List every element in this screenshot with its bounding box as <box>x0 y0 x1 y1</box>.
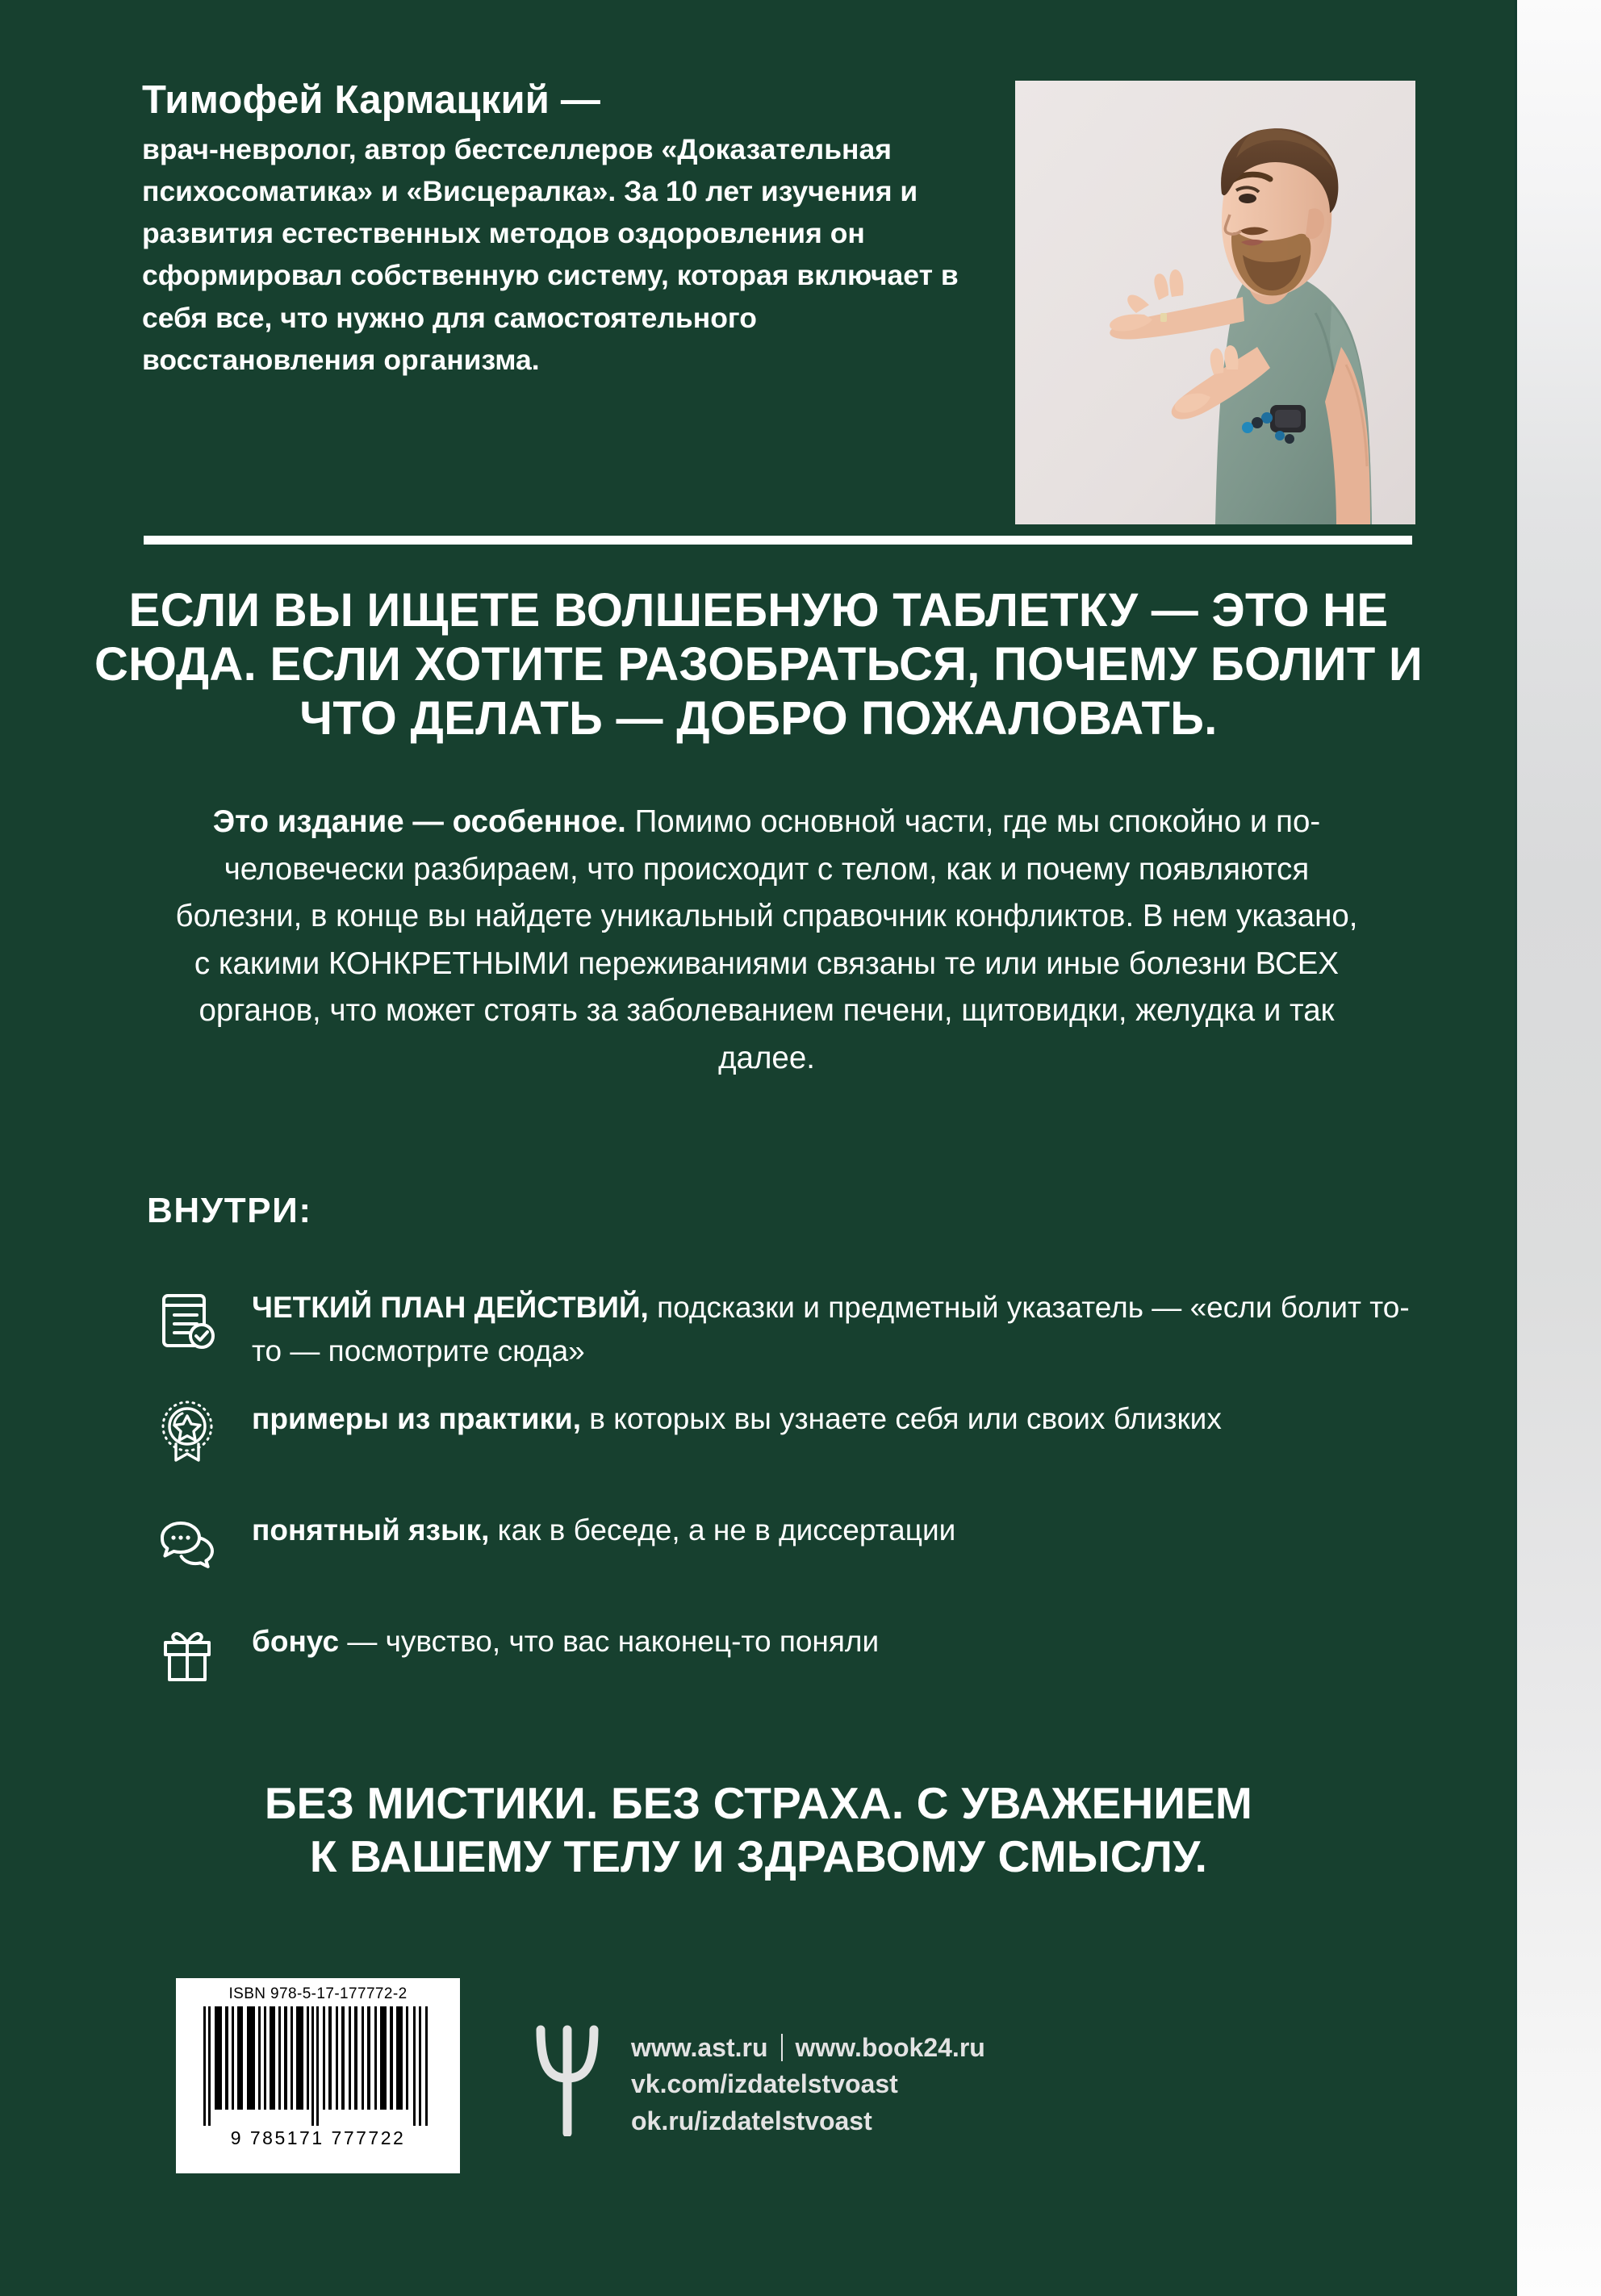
barcode-bars <box>197 2006 439 2126</box>
list-item <box>158 1396 1417 1484</box>
tagline-line-1: БЕЗ МИСТИКИ. БЕЗ СТРАХА. С УВАЖЕНИЕМ <box>264 1778 1253 1828</box>
paragraph-body: Помимо основной части, где мы спокойно и по-человечески разбираем, что происходит с телом, как и почему появляются болезни, в конце вы найдете уникальный справочник конфликтов. В нем указано, с какими КОНКРЕТНЫМИ переживаниями связаны те или иные болезни ВСЕХ органов, что может стоять за заболеванием печени, щитовидки, желудка и так далее. <box>175 804 1358 1075</box>
list-item <box>158 1284 1417 1373</box>
headline-emphasis-1: ЭТО НЕ СЮДА <box>94 584 1389 691</box>
list-item-rest: — чувство, что вас наконец-то поняли <box>339 1625 880 1659</box>
author-bio-text: врач-невролог, автор бестселлеров «Доказательная психосоматика» и «Висцералка». За 10 лет изучения и развития естественных методов оздоровления он сформировал собственную систему, которая включает в себя все, что нужно для самостоятельного восстановления организма. <box>142 132 959 376</box>
list-item <box>158 1618 1417 1707</box>
paragraph-lead: Это издание — особенное. <box>212 804 626 839</box>
link-ast[interactable]: www.ast.ru <box>631 2033 768 2062</box>
section-divider <box>144 536 1412 545</box>
list-item-text <box>252 1507 1417 1552</box>
publisher-sites-row <box>631 2030 985 2066</box>
list-item-bold: примеры из практики, <box>252 1402 581 1436</box>
list-item-rest: в которых вы узнаете себя или своих близких <box>581 1402 1222 1436</box>
barcode-digits: 9 785171 777722 <box>230 2127 406 2148</box>
list-item-rest: как в беседе, а не в диссертации <box>489 1513 956 1547</box>
headline-emphasis-2: ДОБРО ПОЖАЛОВАТЬ. <box>676 691 1218 745</box>
author-section <box>0 0 1517 524</box>
list-item-text <box>252 1396 1417 1441</box>
list-item-bold: бонус <box>252 1625 340 1659</box>
closing-tagline <box>97 1776 1420 1883</box>
inside-heading: ВНУТРИ: <box>147 1191 312 1230</box>
tagline-line-2: К ВАШЕМУ ТЕЛУ И ЗДРАВОМУ СМЫСЛУ. <box>309 1831 1208 1881</box>
feature-list <box>158 1284 1417 1730</box>
headline-part-2: . ЕСЛИ ХОТИТЕ РАЗОБРАТЬСЯ, ПОЧЕМУ БОЛИТ И ЧТО ДЕЛАТЬ — <box>243 637 1423 745</box>
gift-box-icon <box>158 1618 252 1707</box>
list-item-bold: ЧЕТКИЙ ПЛАН ДЕЙСТВИЙ, <box>252 1291 649 1324</box>
author-name: Тимофей Кармацкий — <box>142 78 601 122</box>
list-item <box>158 1507 1417 1596</box>
isbn-label: ISBN 978-5-17-177772-2 <box>228 1985 408 2002</box>
link-separator <box>781 2034 783 2061</box>
page-block-edge <box>1517 0 1601 2296</box>
publisher-links <box>631 2015 985 2139</box>
list-item-text <box>252 1284 1417 1373</box>
headline-part-1: ЕСЛИ ВЫ ИЩЕТЕ ВОЛШЕБНУЮ ТАБЛЕТКУ — <box>128 584 1212 637</box>
list-item-text <box>252 1618 1417 1664</box>
author-bio <box>142 77 981 381</box>
ast-trident-psi-logo <box>533 2015 602 2136</box>
publisher-info <box>533 2015 985 2139</box>
checklist-document-icon <box>158 1284 252 1373</box>
author-photo <box>1015 81 1415 524</box>
list-item-rest: подсказки и предметный указатель — «если болит то-то — посмотрите сюда» <box>252 1291 1410 1368</box>
isbn-barcode <box>176 1978 460 2173</box>
link-book24[interactable]: www.book24.ru <box>795 2033 985 2062</box>
list-item-bold: понятный язык, <box>252 1513 490 1547</box>
headline <box>81 584 1436 746</box>
award-medal-icon <box>158 1396 252 1484</box>
description-paragraph <box>169 799 1364 1082</box>
link-vk[interactable]: vk.com/izdatelstvoast <box>631 2069 898 2099</box>
link-ok[interactable]: ok.ru/izdatelstvoast <box>631 2106 872 2135</box>
speech-bubbles-icon <box>158 1507 252 1596</box>
